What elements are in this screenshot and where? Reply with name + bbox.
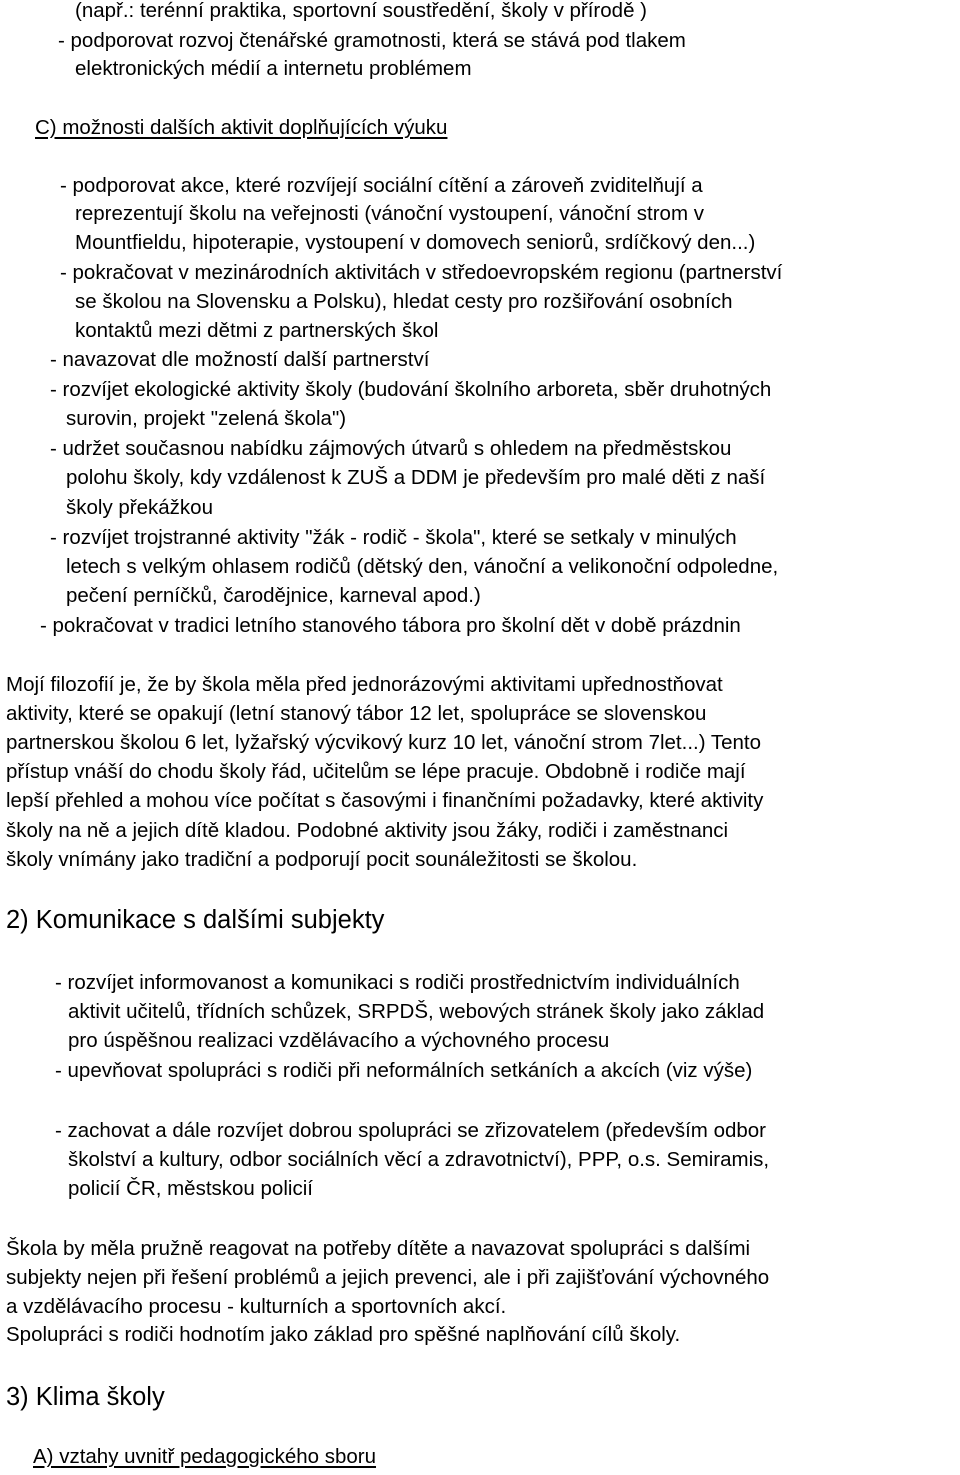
list-item: - rozvíjet trojstranné aktivity "žák - rodič - škola", které se setkaly v minulých: [50, 526, 737, 549]
paragraph-line: přístup vnáší do chodu školy řád, učitelům se lépe pracuje. Obdobně i rodiče mají: [6, 760, 746, 783]
list-item: (např.: terénní praktika, sportovní soustředění, školy v přírodě ): [75, 0, 647, 22]
list-item: - pokračovat v tradici letního stanového tábora pro školní dět v době prázdnin: [40, 614, 741, 637]
list-item: policií ČR, městskou policií: [68, 1177, 313, 1200]
list-item: - podporovat akce, které rozvíjejí sociální cítění a zároveň zviditelňují a: [60, 174, 703, 197]
list-item: - rozvíjet informovanost a komunikaci s rodiči prostřednictvím individuálních: [55, 971, 740, 994]
section-heading: 3) Klima školy: [6, 1383, 165, 1411]
list-item: surovin, projekt "zelená škola"): [66, 407, 347, 430]
list-item: pečení perníčků, čarodějnice, karneval apod.): [66, 584, 481, 607]
list-item: - podporovat rozvoj čtenářské gramotnosti, která se stává pod tlakem: [58, 29, 686, 52]
paragraph-line: školy na ně a jejich dítě kladou. Podobné aktivity jsou žáky, rodiči i zaměstnanci: [6, 819, 729, 842]
paragraph-line: školy vnímány jako tradiční a podporují pocit sounáležitosti se školou.: [6, 848, 638, 871]
list-item: reprezentují školu na veřejnosti (vánoční vystoupení, vánoční strom v: [75, 202, 704, 225]
subsection-heading: A) vztahy uvnitř pedagogického sboru: [33, 1445, 377, 1468]
list-item: školy překážkou: [66, 496, 213, 519]
list-item: se školou na Slovensku a Polsku), hledat cesty pro rozšiřování osobních: [75, 290, 733, 313]
section-heading: C) možnosti dalších aktivit doplňujících výuku: [35, 116, 448, 139]
paragraph-line: subjekty nejen při řešení problémů a jejich prevenci, ale i při zajišťování výchovného: [6, 1266, 770, 1289]
list-item: - rozvíjet ekologické aktivity školy (budování školního arboreta, sběr druhotných: [50, 378, 772, 401]
section-heading: 2) Komunikace s dalšími subjekty: [6, 906, 385, 934]
list-item: - zachovat a dále rozvíjet dobrou spolupráci se zřizovatelem (především odbor: [55, 1119, 767, 1142]
list-item: - pokračovat v mezinárodních aktivitách v středoevropském regionu (partnerství: [60, 261, 783, 284]
paragraph-line: aktivity, které se opakují (letní stanový tábor 12 let, spolupráce se slovenskou: [6, 702, 707, 725]
list-item: elektronických médií a internetu problémem: [75, 57, 472, 80]
list-item: Mountfieldu, hipoterapie, vystoupení v domovech seniorů, srdíčkový den...): [75, 231, 756, 254]
list-item: pro úspěšnou realizaci vzdělávacího a výchovného procesu: [68, 1029, 610, 1052]
list-item: - navazovat dle možností další partnerství: [50, 348, 430, 371]
paragraph-line: Mojí filozofií je, že by škola měla před jednorázovými aktivitami upřednostňovat: [6, 673, 723, 696]
list-item: letech s velkým ohlasem rodičů (dětský den, vánoční a velikonoční odpoledne,: [66, 555, 779, 578]
paragraph-line: a vzdělávacího procesu - kulturních a sportovních akcí.: [6, 1295, 507, 1318]
paragraph-line: lepší přehled a mohou více počítat s časovými i finančními požadavky, které aktivity: [6, 789, 764, 812]
paragraph-line: Škola by měla pružně reagovat na potřeby dítěte a navazovat spolupráci s dalšími: [6, 1237, 751, 1260]
paragraph-line: Spolupráci s rodiči hodnotím jako základ pro spěšné naplňování cílů školy.: [6, 1323, 681, 1346]
paragraph-line: partnerskou školou 6 let, lyžařský výcvikový kurz 10 let, vánoční strom 7let...) Tento: [6, 731, 762, 754]
list-item: aktivit učitelů, třídních schůzek, SRPDŠ, webových stránek školy jako základ: [68, 1000, 765, 1023]
list-item: polohu školy, kdy vzdálenost k ZUŠ a DDM je především pro malé děti z naší: [66, 466, 766, 489]
list-item: kontaktů mezi dětmi z partnerských škol: [75, 319, 439, 342]
list-item: školství a kultury, odbor sociálních věcí a zdravotnictví), PPP, o.s. Semiramis,: [68, 1148, 770, 1171]
list-item: - udržet současnou nabídku zájmových útvarů s ohledem na předměstskou: [50, 437, 732, 460]
list-item: - upevňovat spolupráci s rodiči při neformálních setkáních a akcích (viz výše): [55, 1059, 753, 1082]
